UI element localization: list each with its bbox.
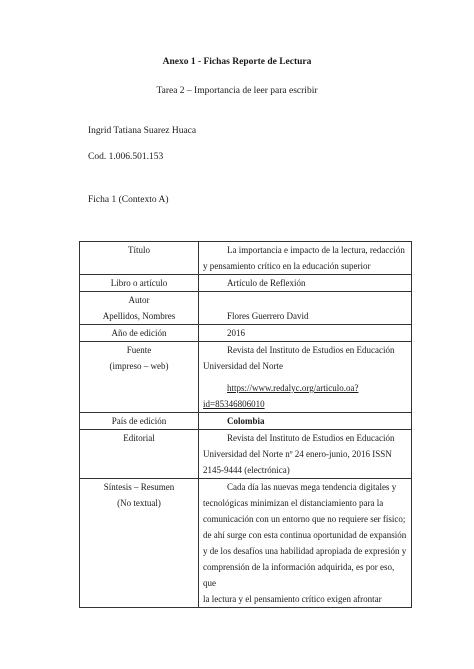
fuente-link[interactable]: https://www.redalyc.org/articulo.oa? <box>227 383 359 393</box>
sintesis-key: Síntesis – Resumen (No textual) <box>80 479 199 608</box>
table-row-editorial <box>80 430 412 479</box>
ficha-label: Ficha 1 (Contexto A) <box>88 195 169 205</box>
autor-value: Flores Guerrero David <box>199 292 412 325</box>
titulo-value: La importancia e impacto de la lectura, redacción y pensamiento crítico en la educación superior <box>199 242 412 275</box>
reading-report-table <box>79 241 412 608</box>
fuente-key: Fuente (impreso – web) <box>80 342 199 413</box>
pais-key: País de edición <box>80 413 199 430</box>
libro-value: Artículo de Reflexión <box>199 275 412 292</box>
anio-key: Año de edición <box>80 325 199 342</box>
editorial-key: Editorial <box>80 430 199 479</box>
table-row-titulo <box>80 242 412 275</box>
fuente-value: Revista del Instituto de Estudios en Educación Universidad del Norte https://www.redalyc.org/articulo.oa? id=85346806010 <box>199 342 412 413</box>
table-row-autor <box>80 292 412 325</box>
student-code: Cod. 1.006.501.153 <box>88 152 164 162</box>
autor-key: Autor Apellidos, Nombres <box>80 292 199 325</box>
anio-value: 2016 <box>199 325 412 342</box>
document-subtitle: Tarea 2 – Importancia de leer para escribir <box>156 86 318 96</box>
pais-value: Colombia <box>199 413 412 430</box>
table-row-anio <box>80 325 412 342</box>
titulo-key: Título <box>80 242 199 275</box>
document-title: Anexo 1 - Fichas Reporte de Lectura <box>162 57 312 67</box>
table-row-libro <box>80 275 412 292</box>
libro-key: Libro o artículo <box>80 275 199 292</box>
table-row-fuente <box>80 342 412 413</box>
fuente-link-id[interactable]: id=85346806010 <box>203 399 265 409</box>
editorial-value: Revista del Instituto de Estudios en Educación Universidad del Norte nº 24 enero-junio, 2016 ISSN 2145-9444 (electrónica) <box>199 430 412 479</box>
table-row-sintesis <box>80 479 412 608</box>
sintesis-value: Cada día las nuevas mega tendencia digitales y tecnológicas minimizan el distanciamiento para la comunicación con un entorno que no requiere ser físico; de ahí surge con esta continua oportunidad de expansión y de los desafíos una habilidad apropiada de expresión y comprensión de la información adquirida, es por eso, que la lectura y el pensamiento crítico exigen afrontar <box>199 479 412 608</box>
student-name: Ingrid Tatiana Suarez Huaca <box>88 126 197 136</box>
table-row-pais <box>80 413 412 430</box>
